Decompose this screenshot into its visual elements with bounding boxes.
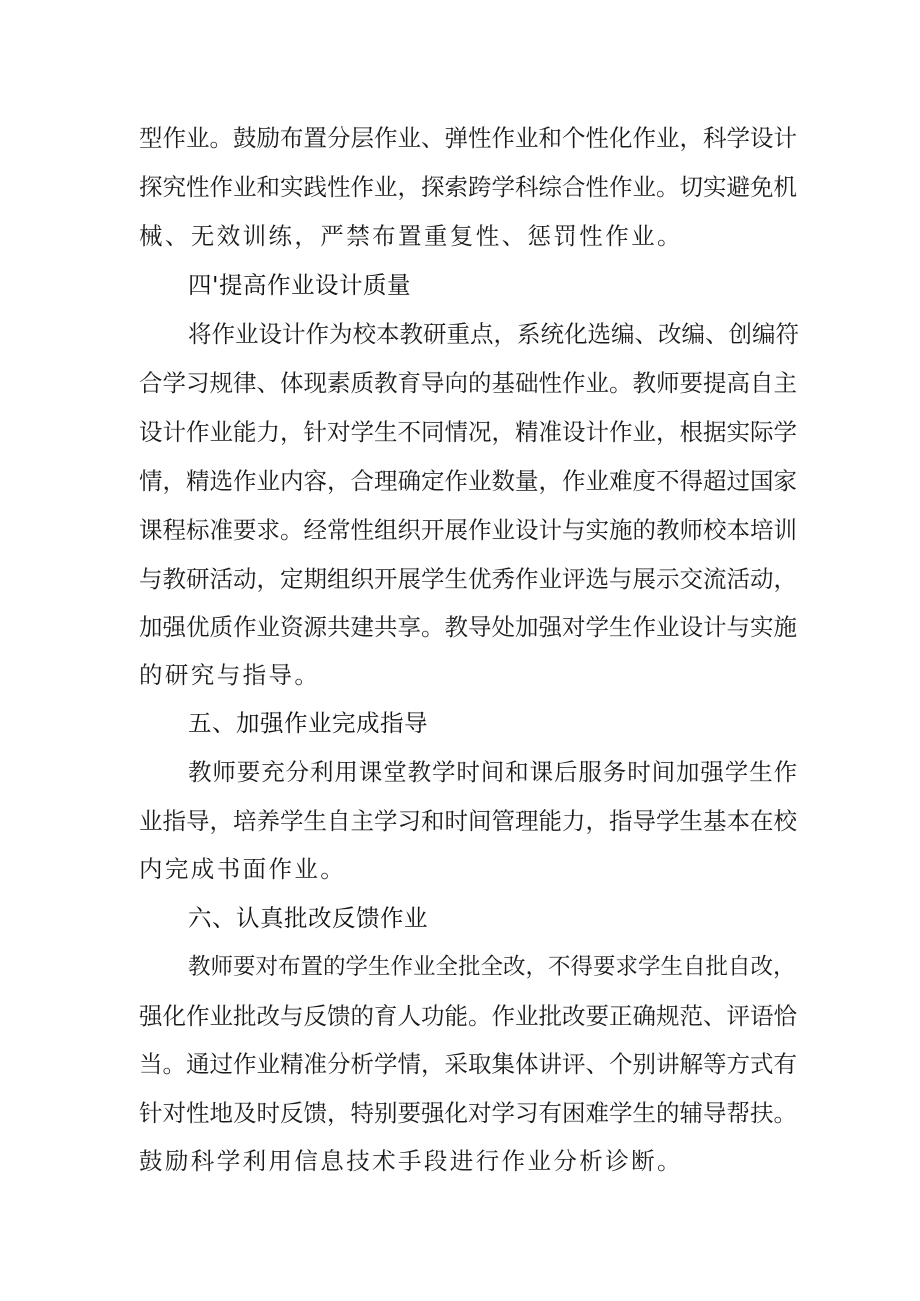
paragraph-line: 型作业。鼓励布置分层作业、弹性作业和个性化作业，科学设计	[139, 124, 797, 152]
paragraph-line: 将作业设计作为校本教研重点，系统化选编、改编、创编符	[188, 320, 799, 348]
section-heading: 四'提高作业设计质量	[188, 271, 411, 299]
paragraph-line: 课程标准要求。经常性组织开展作业设计与实施的教师校本培训	[139, 516, 797, 544]
paragraph-line: 内完成书面作业。	[139, 855, 347, 883]
section-heading: 五、加强作业完成指导	[188, 709, 428, 737]
paragraph-line: 设计作业能力，针对学生不同情况，精准设计作业，根据实际学	[139, 418, 797, 446]
paragraph-line: 加强优质作业资源共建共享。教导处加强对学生作业设计与实施	[139, 613, 797, 641]
paragraph-line: 教师要对布置的学生作业全批全改，不得要求学生自批自改，	[188, 954, 796, 980]
paragraph-line: 探究性作业和实践性作业，探索跨学科综合性作业。切实避免机	[139, 173, 797, 201]
paragraph-line: 情，精选作业内容，合理确定作业数量，作业难度不得超过国家	[139, 467, 797, 495]
paragraph-line: 的研究与指导。	[139, 661, 321, 689]
paragraph-line: 当。通过作业精准分析学情，采取集体讲评、个别讲解等方式有	[139, 1050, 797, 1078]
paragraph-line: 合学习规律、体现素质教育导向的基础性作业。教师要提高自主	[139, 369, 797, 397]
paragraph-line: 针对性地及时反馈，特别要强化对学习有困难学生的辅导帮扶。	[139, 1099, 797, 1127]
paragraph-line: 强化作业批改与反馈的育人功能。作业批改要正确规范、评语恰	[139, 1002, 797, 1030]
paragraph-line: 业指导，培养学生自主学习和时间管理能力，指导学生基本在校	[139, 807, 797, 835]
paragraph-line: 与教研活动，定期组织开展学生优秀作业评选与展示交流活动，	[139, 565, 797, 593]
paragraph-line: 械、无效训练，严禁布置重复性、惩罚性作业。	[139, 222, 683, 250]
section-heading: 六、认真批改反馈作业	[188, 904, 428, 932]
paragraph-line: 教师要充分利用课堂教学时间和课后服务时间加强学生作	[188, 758, 798, 786]
paragraph-line: 鼓励科学利用信息技术手段进行作业分析诊断。	[139, 1147, 683, 1175]
